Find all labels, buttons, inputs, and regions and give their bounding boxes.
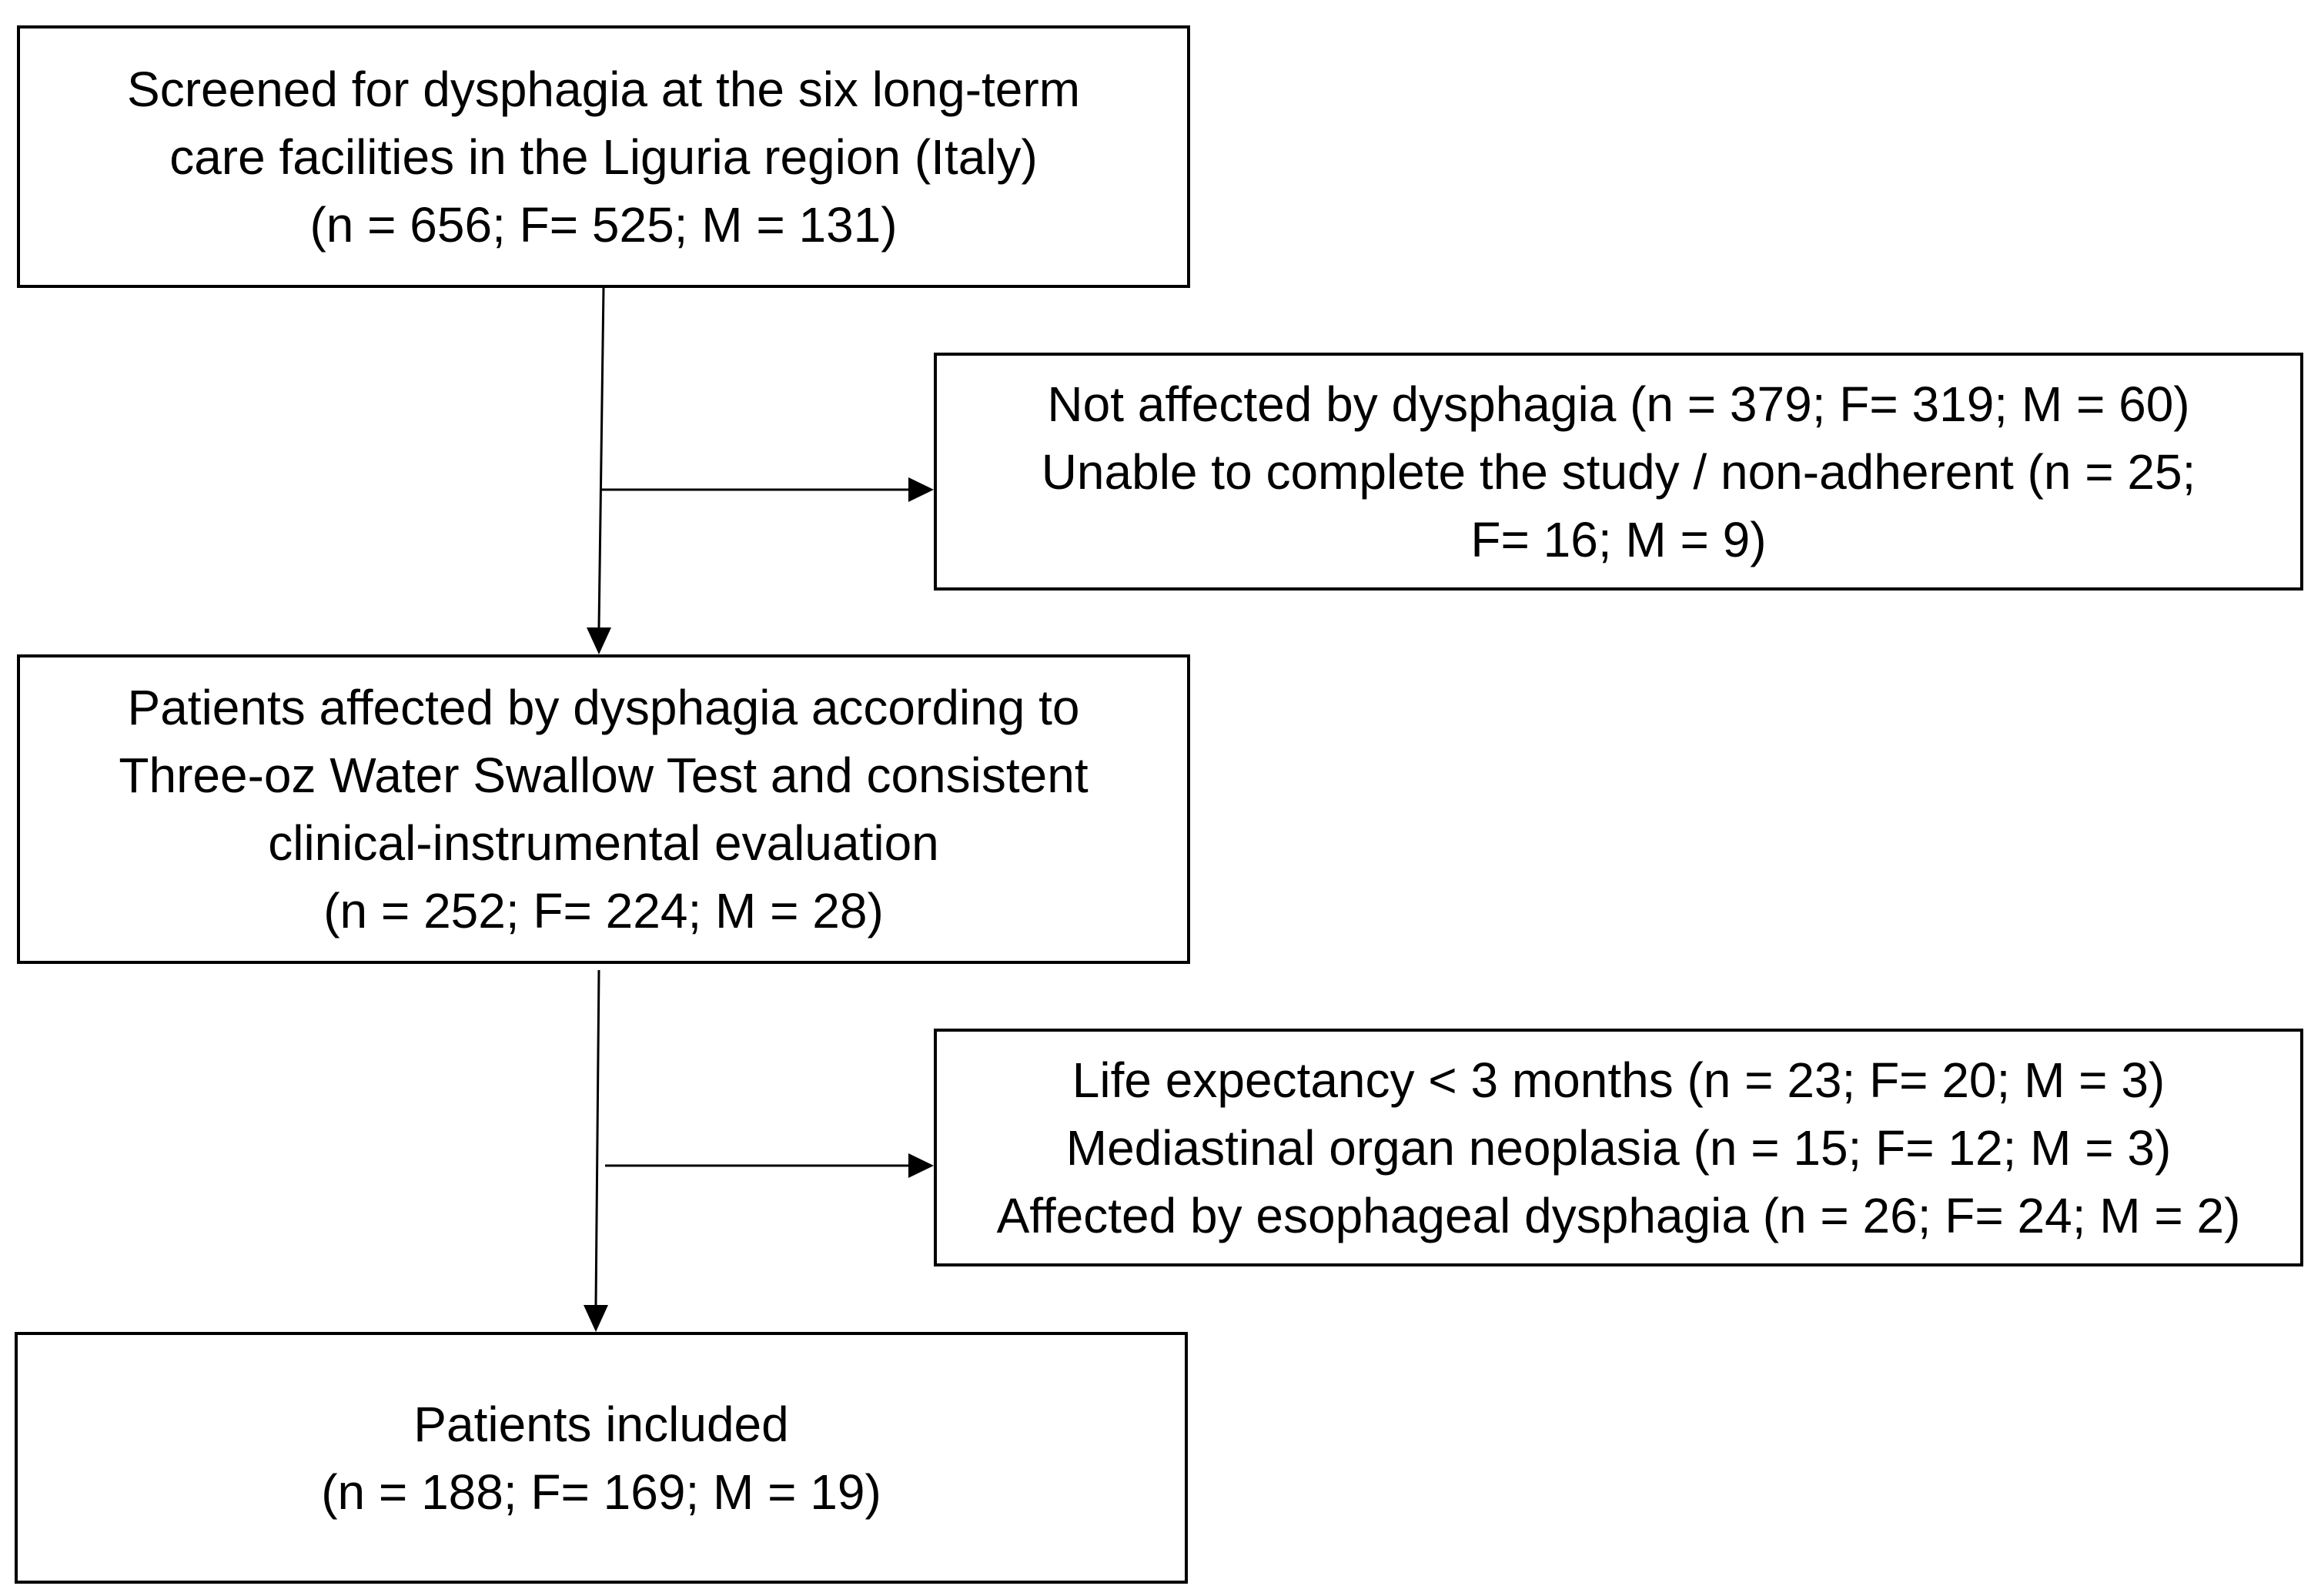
included-line-2: (n = 188; F= 169; M = 19) [321,1464,881,1520]
excluded-2-line-1: Life expectancy < 3 months (n = 23; F= 20; M = 3) [1072,1052,2165,1108]
excluded-1-line-1: Not affected by dysphagia (n = 379; F= 319; M = 60) [1047,376,2190,432]
arrow-to-excluded-1 [601,477,934,502]
screened-line-3: (n = 656; F= 525; M = 131) [309,196,898,253]
screened-line-2: care facilities in the Liguria region (Italy) [169,129,1038,185]
excluded-2-line-2: Mediastinal organ neoplasia (n = 15; F= 12; M = 3) [1065,1119,2172,1176]
excluded-1-line-2: Unable to complete the study / non-adherent (n = 25; [1041,443,2196,500]
arrow-screened-to-affected [587,288,611,654]
screened-box [17,25,1190,288]
screened-line-1: Screened for dysphagia at the six long-term [127,61,1080,117]
arrow-affected-to-included [584,970,608,1332]
excluded-1-line-3: F= 16; M = 9) [1470,511,1767,567]
affected-line-1: Patients affected by dysphagia according to [127,680,1080,735]
arrow-to-excluded-2 [605,1153,934,1178]
affected-line-4: (n = 252; F= 224; M = 28) [323,883,884,939]
affected-line-2: Three-oz Water Swallow Test and consistent [119,748,1089,803]
excluded-box-1 [934,353,2303,591]
affected-line-3: clinical-instrumental evaluation [268,815,939,871]
included-line-1: Patients included [413,1396,789,1452]
excluded-2-line-3: Affected by esophageal dysphagia (n = 26; F= 24; M = 2) [996,1187,2241,1243]
affected-box [17,654,1190,964]
excluded-box-2 [934,1029,2303,1266]
included-box [15,1332,1188,1584]
